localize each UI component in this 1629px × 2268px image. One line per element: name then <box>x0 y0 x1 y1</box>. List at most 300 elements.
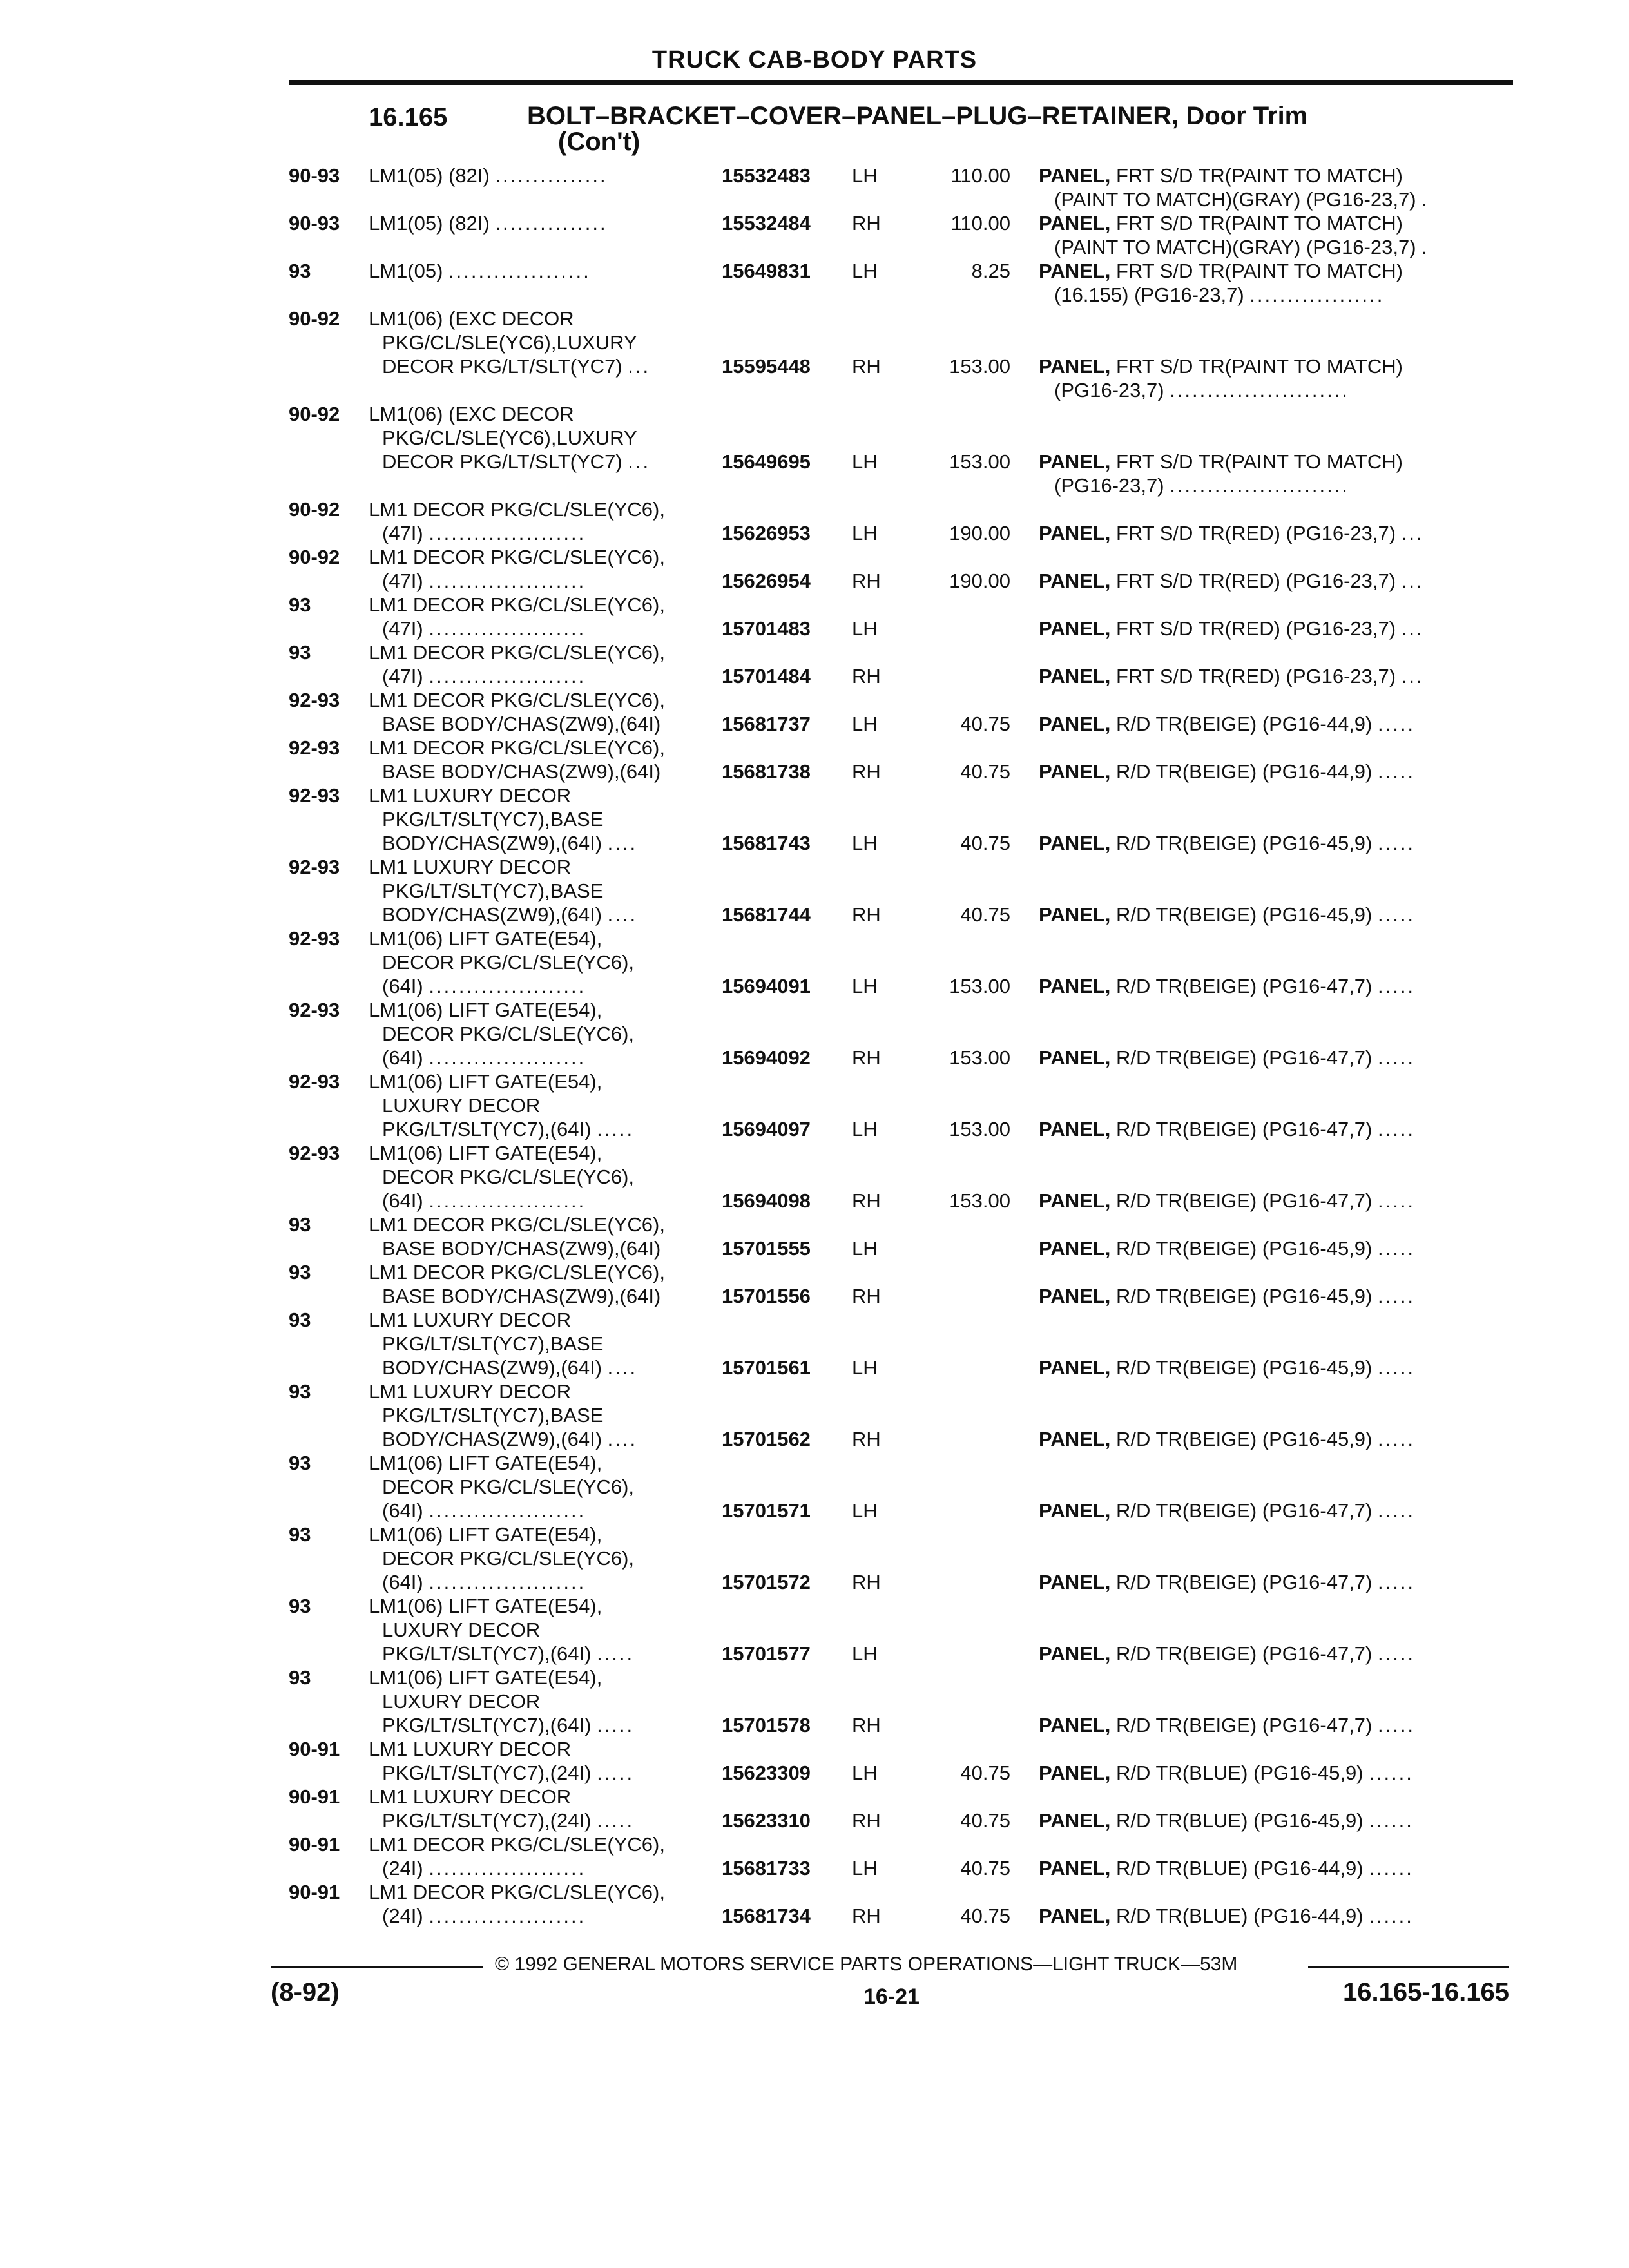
model-year: 90-91 <box>289 1738 340 1760</box>
part-name-lead: PANEL, <box>1039 260 1111 282</box>
part-description <box>369 736 665 760</box>
description-text: LM1 DECOR PKG/CL/SLE(YC6), <box>369 593 665 616</box>
part-name-cont-text: (PAINT TO MATCH)(GRAY) (PG16-23,7) <box>1054 236 1416 258</box>
description-text: LM1 DECOR PKG/CL/SLE(YC6), <box>369 1881 665 1903</box>
description-text: PKG/LT/SLT(YC7),(24I) <box>382 1762 592 1784</box>
entry-line <box>0 593 1629 617</box>
description-text: LM1(06) LIFT GATE(E54), <box>369 999 602 1021</box>
part-description <box>382 450 650 474</box>
part-name-rest: R/D TR(BEIGE) (PG16-47,7) <box>1110 1046 1373 1069</box>
part-name-lead: PANEL, <box>1039 1499 1111 1522</box>
part-name-lead: PANEL, <box>1039 1118 1111 1140</box>
description-text: DECOR PKG/CL/SLE(YC6), <box>382 1547 635 1570</box>
part-description <box>382 1690 540 1713</box>
part-name-lead: PANEL, <box>1039 1762 1111 1784</box>
part-entry <box>0 1309 1629 1380</box>
leader-dots: ..... <box>1377 1428 1416 1450</box>
part-description <box>369 212 608 235</box>
part-name-lead: PANEL, <box>1039 975 1111 997</box>
footer-rule-left <box>271 1966 483 1968</box>
side-code: LH <box>852 832 878 854</box>
leader-dots: ..... <box>1377 1356 1416 1379</box>
part-number: 15694092 <box>722 1046 811 1069</box>
part-entry <box>0 1785 1629 1833</box>
description-text: LM1 LUXURY DECOR <box>369 856 572 878</box>
description-text: LM1(06) LIFT GATE(E54), <box>369 1595 602 1617</box>
description-text: (64I) <box>382 1571 423 1593</box>
entry-line <box>0 1762 1629 1785</box>
description-text: LM1(06) LIFT GATE(E54), <box>369 1452 602 1474</box>
part-description <box>382 1046 586 1070</box>
entry-line <box>0 546 1629 570</box>
part-name-lead: PANEL, <box>1039 1809 1111 1832</box>
description-text: DECOR PKG/CL/SLE(YC6), <box>382 1023 635 1045</box>
part-name <box>1039 1714 1415 1737</box>
part-entry <box>0 1452 1629 1523</box>
part-description <box>369 1738 571 1761</box>
leader-dots: ..................... <box>429 1857 586 1879</box>
part-name-cont-text: (PG16-23,7) <box>1054 474 1164 497</box>
entry-line <box>0 1881 1629 1905</box>
part-description <box>382 1714 634 1737</box>
part-name-lead: PANEL, <box>1039 1285 1111 1307</box>
description-text: BASE BODY/CHAS(ZW9),(64I) <box>382 1285 661 1307</box>
part-name-rest: FRT S/D TR(PAINT TO MATCH) <box>1110 260 1403 282</box>
part-number: 15694091 <box>722 975 811 997</box>
leader-dots: ...... <box>1369 1857 1414 1879</box>
header-rule <box>289 80 1513 85</box>
part-entry <box>0 1523 1629 1595</box>
leader-dots: ..... <box>597 1642 635 1665</box>
part-number: 15701556 <box>722 1285 811 1307</box>
description-text: LUXURY DECOR <box>382 1690 541 1713</box>
part-name-lead: PANEL, <box>1039 832 1111 854</box>
entry-line <box>0 1166 1629 1189</box>
part-name-continued <box>1054 379 1349 402</box>
part-number: 15626954 <box>722 570 811 592</box>
part-price: 153.00 <box>949 355 1010 378</box>
part-description <box>382 522 586 545</box>
description-text: (24I) <box>382 1857 423 1879</box>
part-description <box>382 1094 540 1117</box>
part-description <box>382 903 637 927</box>
model-year: 92-93 <box>289 689 340 711</box>
leader-dots: ..... <box>1377 760 1416 783</box>
part-name-lead: PANEL, <box>1039 1905 1111 1927</box>
side-code: LH <box>852 522 878 544</box>
part-name-continued <box>1054 236 1429 259</box>
leader-dots: ..................... <box>429 522 586 544</box>
part-description <box>382 832 637 855</box>
leader-dots: ..... <box>1377 1642 1416 1665</box>
part-description <box>369 403 574 426</box>
part-name <box>1039 570 1424 593</box>
description-text: DECOR PKG/LT/SLT(YC7) <box>382 355 622 378</box>
entry-line <box>0 236 1629 260</box>
part-description <box>382 617 586 640</box>
part-entry <box>0 736 1629 784</box>
part-description <box>382 665 586 688</box>
part-name-rest: R/D TR(BEIGE) (PG16-47,7) <box>1110 1499 1373 1522</box>
part-number: 15681744 <box>722 903 811 926</box>
part-entry <box>0 927 1629 999</box>
description-text: BASE BODY/CHAS(ZW9),(64I) <box>382 1237 661 1260</box>
part-name-lead: PANEL, <box>1039 617 1111 640</box>
part-name <box>1039 260 1403 283</box>
side-code: RH <box>852 570 881 592</box>
leader-dots: ..................... <box>429 975 586 997</box>
part-price: 40.75 <box>960 1905 1010 1927</box>
part-name-continued <box>1054 284 1384 307</box>
side-code: RH <box>852 1714 881 1736</box>
part-name <box>1039 1428 1415 1451</box>
entry-line <box>0 760 1629 784</box>
part-description <box>369 1380 571 1403</box>
part-name <box>1039 1857 1414 1880</box>
description-text: (47I) <box>382 570 423 592</box>
entry-line <box>0 1142 1629 1166</box>
part-name <box>1039 1118 1415 1141</box>
part-name-rest: FRT S/D TR(PAINT TO MATCH) <box>1110 355 1403 378</box>
side-code: RH <box>852 1809 881 1832</box>
part-name-lead: PANEL, <box>1039 355 1111 378</box>
description-text: LM1(05) (82I) <box>369 164 490 187</box>
leader-dots: ...... <box>1369 1905 1414 1927</box>
part-price: 40.75 <box>960 713 1010 735</box>
description-text: BODY/CHAS(ZW9),(64I) <box>382 903 602 926</box>
part-name <box>1039 1762 1414 1785</box>
part-description <box>369 1666 602 1689</box>
leader-dots: ...... <box>1369 1809 1414 1832</box>
entry-line <box>0 188 1629 212</box>
leader-dots: ...... <box>1369 1762 1414 1784</box>
description-text: LM1(06) LIFT GATE(E54), <box>369 1666 602 1689</box>
part-entry <box>0 1380 1629 1452</box>
part-entry <box>0 307 1629 403</box>
leader-dots: .... <box>607 1428 638 1450</box>
part-name <box>1039 522 1424 545</box>
part-name-lead: PANEL, <box>1039 522 1111 544</box>
side-code: RH <box>852 1285 881 1307</box>
leader-dots: ..... <box>1377 1571 1416 1593</box>
part-entry <box>0 498 1629 546</box>
description-text: LM1 DECOR PKG/CL/SLE(YC6), <box>369 1261 665 1283</box>
description-text: PKG/CL/SLE(YC6),LUXURY <box>382 331 637 354</box>
part-name-lead: PANEL, <box>1039 1189 1111 1212</box>
part-name-lead: PANEL, <box>1039 665 1111 687</box>
description-text: (64I) <box>382 1189 423 1212</box>
description-text: LM1 LUXURY DECOR <box>369 1380 572 1403</box>
leader-dots: ... <box>628 355 651 378</box>
entry-line <box>0 1475 1629 1499</box>
model-year: 93 <box>289 1523 311 1546</box>
entry-line <box>0 403 1629 427</box>
part-description <box>382 1547 634 1570</box>
description-text: LM1(06) (EXC DECOR <box>369 403 574 425</box>
part-entry <box>0 164 1629 212</box>
entry-line <box>0 1690 1629 1714</box>
part-number: 15701555 <box>722 1237 811 1260</box>
part-price: 153.00 <box>949 1046 1010 1069</box>
part-name <box>1039 832 1415 855</box>
description-text: LM1 DECOR PKG/CL/SLE(YC6), <box>369 641 665 664</box>
part-entry <box>0 784 1629 856</box>
model-year: 90-91 <box>289 1833 340 1856</box>
side-code: RH <box>852 1905 881 1927</box>
section-title-text: BOLT–BRACKET–COVER–PANEL–PLUG–RETAINER, Door Trim <box>527 102 1308 130</box>
side-code: RH <box>852 760 881 783</box>
part-description <box>382 1619 540 1642</box>
entry-line <box>0 832 1629 856</box>
part-entry <box>0 1833 1629 1881</box>
part-name-rest: R/D TR(BLUE) (PG16-44,9) <box>1110 1857 1364 1879</box>
description-text: LM1 LUXURY DECOR <box>369 1738 572 1760</box>
description-text: PKG/LT/SLT(YC7),BASE <box>382 1404 604 1427</box>
part-description <box>382 713 660 736</box>
part-description <box>369 999 602 1022</box>
leader-dots: ... <box>1401 665 1424 687</box>
part-name-lead: PANEL, <box>1039 212 1111 235</box>
model-year: 93 <box>289 1380 311 1403</box>
part-description <box>369 641 665 664</box>
entry-line <box>0 1332 1629 1356</box>
description-text: LM1 DECOR PKG/CL/SLE(YC6), <box>369 689 665 711</box>
side-code: LH <box>852 617 878 640</box>
part-description <box>382 1118 634 1141</box>
description-text: (64I) <box>382 1046 423 1069</box>
entry-line <box>0 284 1629 307</box>
part-name <box>1039 450 1403 474</box>
leader-dots: ..... <box>1377 713 1416 735</box>
entry-line <box>0 1094 1629 1118</box>
description-text: LUXURY DECOR <box>382 1619 541 1641</box>
part-number: 15532484 <box>722 212 811 235</box>
part-name-lead: PANEL, <box>1039 1857 1111 1879</box>
description-text: LM1 DECOR PKG/CL/SLE(YC6), <box>369 736 665 759</box>
model-year: 90-91 <box>289 1881 340 1903</box>
part-number: 15701577 <box>722 1642 811 1665</box>
model-year: 90-92 <box>289 307 340 330</box>
description-text: LM1(05) (82I) <box>369 212 490 235</box>
entry-line <box>0 1547 1629 1571</box>
part-description <box>382 1809 634 1832</box>
part-name-rest: R/D TR(BLUE) (PG16-45,9) <box>1110 1762 1364 1784</box>
model-year: 92-93 <box>289 1142 340 1164</box>
leader-dots: ..................... <box>429 617 586 640</box>
part-name-cont-text: (16.155) (PG16-23,7) <box>1054 284 1244 306</box>
entry-line <box>0 1070 1629 1094</box>
part-name-rest: R/D TR(BEIGE) (PG16-47,7) <box>1110 1571 1373 1593</box>
part-price: 153.00 <box>949 975 1010 997</box>
model-year: 93 <box>289 1452 311 1474</box>
part-description <box>369 1833 665 1856</box>
part-name-lead: PANEL, <box>1039 1642 1111 1665</box>
entry-line <box>0 1857 1629 1881</box>
entry-line <box>0 1404 1629 1428</box>
footer-section-range: 16.165-16.165 <box>1342 1978 1509 2006</box>
description-text: BODY/CHAS(ZW9),(64I) <box>382 1428 602 1450</box>
part-name-continued <box>1054 188 1429 211</box>
entry-line <box>0 1118 1629 1142</box>
part-number: 15701483 <box>722 617 811 640</box>
description-text: (47I) <box>382 665 423 687</box>
entry-line <box>0 641 1629 665</box>
side-code: RH <box>852 212 881 235</box>
entry-line <box>0 1619 1629 1642</box>
part-description <box>369 164 608 187</box>
part-name <box>1039 355 1403 378</box>
part-description <box>369 927 602 950</box>
part-name-cont-text: (PAINT TO MATCH)(GRAY) (PG16-23,7) <box>1054 188 1416 211</box>
leader-dots: ... <box>1401 522 1424 544</box>
part-name <box>1039 1237 1415 1260</box>
part-name-rest: FRT S/D TR(RED) (PG16-23,7) <box>1110 665 1396 687</box>
model-year: 92-93 <box>289 784 340 807</box>
part-name <box>1039 665 1424 688</box>
part-name <box>1039 713 1415 736</box>
part-name-lead: PANEL, <box>1039 1571 1111 1593</box>
side-code: LH <box>852 260 878 282</box>
part-price: 40.75 <box>960 903 1010 926</box>
part-description <box>382 1762 634 1785</box>
entry-line <box>0 1666 1629 1690</box>
footer-rule-right <box>1308 1966 1509 1968</box>
part-name-rest: FRT S/D TR(PAINT TO MATCH) <box>1110 450 1403 473</box>
part-description <box>382 975 586 998</box>
part-name-rest: FRT S/D TR(PAINT TO MATCH) <box>1110 164 1403 187</box>
leader-dots: ..... <box>1377 1237 1416 1260</box>
part-description <box>369 498 665 521</box>
part-description <box>382 879 603 903</box>
part-number: 15681733 <box>722 1857 811 1879</box>
part-number: 15681743 <box>722 832 811 854</box>
part-number: 15681734 <box>722 1905 811 1927</box>
part-name-rest: FRT S/D TR(RED) (PG16-23,7) <box>1110 522 1396 544</box>
part-number: 15626953 <box>722 522 811 544</box>
part-name <box>1039 1285 1415 1308</box>
part-description <box>382 760 660 783</box>
footer-date: (8-92) <box>271 1978 340 2006</box>
part-price: 110.00 <box>950 212 1010 235</box>
leader-dots: .... <box>607 832 638 854</box>
part-entry <box>0 1142 1629 1213</box>
part-entry <box>0 1595 1629 1666</box>
part-name-lead: PANEL, <box>1039 760 1111 783</box>
part-entry <box>0 1070 1629 1142</box>
part-price: 153.00 <box>949 1118 1010 1140</box>
leader-dots: ........................ <box>1170 379 1349 401</box>
leader-dots: ................... <box>448 260 591 282</box>
entry-line <box>0 975 1629 999</box>
part-description <box>369 856 571 879</box>
leader-dots: ... <box>628 450 651 473</box>
leader-dots: ..................... <box>429 1499 586 1522</box>
part-price: 40.75 <box>960 1762 1010 1784</box>
part-description <box>369 1213 665 1236</box>
part-name-rest: R/D TR(BEIGE) (PG16-47,7) <box>1110 1189 1373 1212</box>
part-description <box>382 808 603 831</box>
part-description <box>382 1237 660 1260</box>
part-name <box>1039 1642 1415 1666</box>
description-text: LM1 DECOR PKG/CL/SLE(YC6), <box>369 1833 665 1856</box>
part-description <box>369 546 665 569</box>
entry-line <box>0 736 1629 760</box>
description-text: PKG/LT/SLT(YC7),(64I) <box>382 1714 592 1736</box>
entry-line <box>0 951 1629 975</box>
part-description <box>382 1023 634 1046</box>
entry-line <box>0 1452 1629 1475</box>
model-year: 90-92 <box>289 498 340 521</box>
leader-dots: ........................ <box>1170 474 1349 497</box>
part-name-lead: PANEL, <box>1039 713 1111 735</box>
part-name-lead: PANEL, <box>1039 450 1111 473</box>
entry-line <box>0 498 1629 522</box>
part-description <box>382 1499 586 1523</box>
entry-line <box>0 1642 1629 1666</box>
model-year: 90-92 <box>289 546 340 568</box>
part-name <box>1039 1189 1415 1213</box>
description-text: DECOR PKG/CL/SLE(YC6), <box>382 951 635 974</box>
part-price: 40.75 <box>960 1857 1010 1879</box>
leader-dots: ..... <box>1377 903 1416 926</box>
model-year: 90-93 <box>289 164 340 187</box>
part-name-rest: R/D TR(BEIGE) (PG16-45,9) <box>1110 1285 1373 1307</box>
section-title <box>527 103 1307 155</box>
part-number: 15532483 <box>722 164 811 187</box>
description-text: LM1 DECOR PKG/CL/SLE(YC6), <box>369 546 665 568</box>
part-entry <box>0 1213 1629 1261</box>
entry-line <box>0 927 1629 951</box>
part-name-rest: R/D TR(BEIGE) (PG16-45,9) <box>1110 1428 1373 1450</box>
entry-line <box>0 1428 1629 1452</box>
entry-line <box>0 1809 1629 1833</box>
part-entry <box>0 1881 1629 1928</box>
side-code: RH <box>852 355 881 378</box>
entry-line <box>0 1738 1629 1762</box>
part-description <box>369 1785 571 1809</box>
side-code: RH <box>852 665 881 687</box>
leader-dots: ..... <box>1377 832 1416 854</box>
part-price: 190.00 <box>949 522 1010 544</box>
part-number: 15649695 <box>722 450 811 473</box>
description-text: LM1 DECOR PKG/CL/SLE(YC6), <box>369 1213 665 1236</box>
part-description <box>369 260 591 283</box>
leader-dots: ..................... <box>429 1189 586 1212</box>
description-text: (64I) <box>382 1499 423 1522</box>
part-description <box>382 1642 634 1666</box>
description-text: LM1 LUXURY DECOR <box>369 1785 572 1808</box>
entry-line <box>0 1046 1629 1070</box>
part-number: 15701572 <box>722 1571 811 1593</box>
model-year: 90-93 <box>289 212 340 235</box>
leader-dots: ..................... <box>429 1905 586 1927</box>
leader-dots: ..................... <box>429 1571 586 1593</box>
part-entry <box>0 641 1629 689</box>
leader-dots: ..... <box>597 1714 635 1736</box>
part-name <box>1039 1046 1415 1070</box>
entry-line <box>0 808 1629 832</box>
part-description <box>382 1571 586 1594</box>
description-text: LM1 DECOR PKG/CL/SLE(YC6), <box>369 498 665 521</box>
description-text: PKG/LT/SLT(YC7),BASE <box>382 1332 604 1355</box>
part-description <box>382 1166 634 1189</box>
model-year: 93 <box>289 1309 311 1331</box>
side-code: RH <box>852 1046 881 1069</box>
part-name-rest: R/D TR(BEIGE) (PG16-44,9) <box>1110 760 1373 783</box>
part-name-rest: R/D TR(BLUE) (PG16-44,9) <box>1110 1905 1364 1927</box>
part-name-rest: R/D TR(BLUE) (PG16-45,9) <box>1110 1809 1364 1832</box>
part-description <box>369 1881 665 1904</box>
